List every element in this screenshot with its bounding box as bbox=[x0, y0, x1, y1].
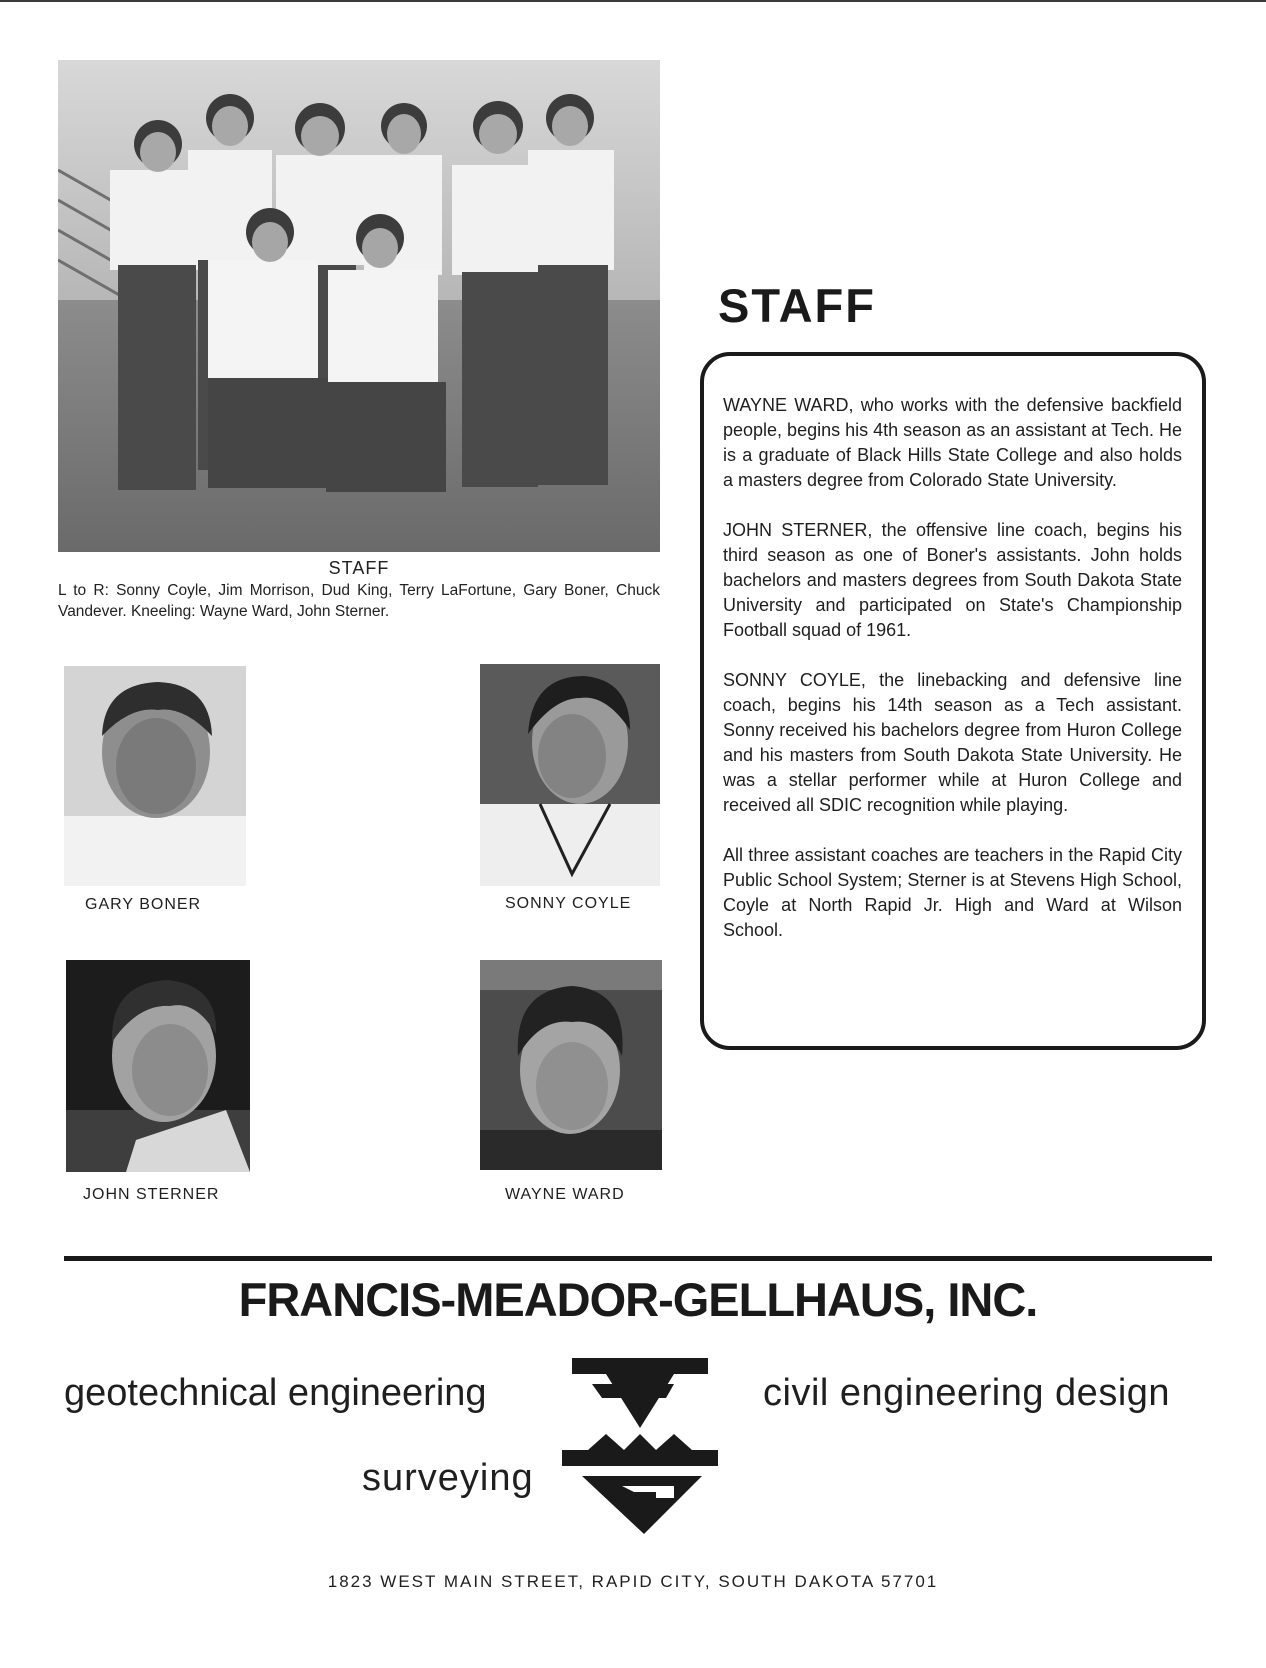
caption-text: L to R: Sonny Coyle, Jim Morrison, Dud King, Terry LaFortune, Gary Boner, Chuck Vandever. Kneeling: Wayne Ward, John Sterner. bbox=[58, 582, 660, 620]
bio-sonny-coyle: SONNY COYLE, the linebacking and defensive line coach, begins his 14th season as a Tech assistant. Sonny received his bachelors degree from Huron College and his masters from South Dakota State University. He was a stellar performer while at Huron College and received all SDIC recognition while playing. bbox=[723, 670, 1182, 815]
company-name: FRANCIS-MEADOR-GELLHAUS, INC. bbox=[238, 1273, 1038, 1326]
portrait-sonny-coyle bbox=[480, 664, 660, 886]
caption-title: STAFF bbox=[328, 558, 390, 578]
portrait-wayne-ward bbox=[480, 960, 662, 1170]
staff-photo-caption bbox=[58, 558, 660, 622]
service-surveying: surveying bbox=[362, 1457, 534, 1499]
bio-assistant-coaches: All three assistant coaches are teachers in the Rapid City Public School System; Sterner is at Stevens High School, Coyle at North Rapid Jr. High and Ward at Wilson School. bbox=[723, 845, 1182, 940]
fmg-logo-icon bbox=[562, 1358, 718, 1534]
page-title: STAFF bbox=[718, 279, 876, 332]
portrait-label-coyle: SONNY COYLE bbox=[505, 895, 632, 912]
portrait-label-sterner: JOHN STERNER bbox=[83, 1186, 220, 1203]
staff-group-photo bbox=[58, 60, 660, 552]
portrait-label-boner: GARY BONER bbox=[85, 896, 202, 913]
company-address: 1823 WEST MAIN STREET, RAPID CITY, SOUTH DAKOTA 57701 bbox=[327, 1572, 939, 1591]
top-rule bbox=[0, 0, 1266, 2]
portrait-label-ward: WAYNE WARD bbox=[505, 1186, 625, 1203]
portrait-gary-boner bbox=[64, 666, 246, 886]
bio-wayne-ward: WAYNE WARD, who works with the defensive backfield people, begins his 4th season as an assistant at Tech. He is a graduate of Black Hills State College and also holds a masters degree from Colorado State University. bbox=[723, 395, 1182, 490]
bio-john-sterner: JOHN STERNER, the offensive line coach, begins his third season as one of Boner's assistants. John holds bachelors and masters degrees from South Dakota State University and participated on State's Championship Football squad of 1961. bbox=[723, 520, 1182, 640]
ad-divider bbox=[64, 1256, 1212, 1261]
staff-bio-box bbox=[700, 352, 1206, 1050]
service-geotechnical: geotechnical engineering bbox=[64, 1372, 487, 1414]
service-civil: civil engineering design bbox=[763, 1372, 1171, 1414]
portrait-john-sterner bbox=[66, 960, 250, 1172]
